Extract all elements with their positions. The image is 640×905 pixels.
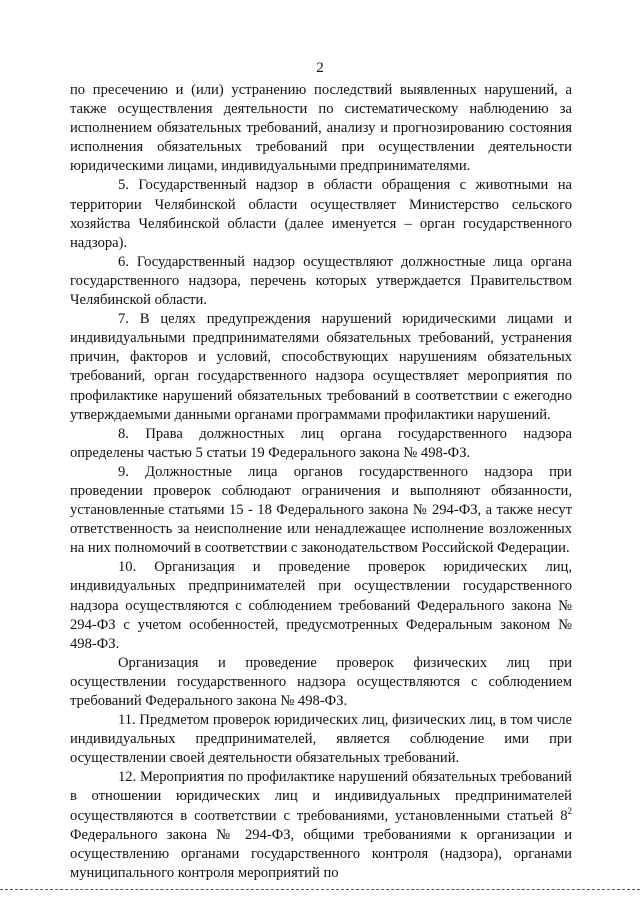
paragraph-12-text-start: 12. Мероприятия по профилактике нарушений обязательных требований в отношении юридических лиц и индивидуальных предпринимателей осуществляются в соответствии с требованиями, установленными статьей 8 [70, 769, 572, 824]
paragraph-10-continued: Организация и проведение проверок физических лиц при осуществлении государственного надзора осуществляются с соблюдением требований Федерального закона № 498-ФЗ. [70, 654, 572, 709]
paragraph-continuation: по пресечению и (или) устранению последствий выявленных нарушений, а также осуществления деятельности по систематическому наблюдению за исполнением обязательных требований, анализу и прогнозированию состояния исполнения обязательных требований при осуществлении деятельности юридическими лицами, индивидуальными предпринимателями. [70, 82, 572, 175]
paragraph-5: 5. Государственный надзор в области обращения с животными на территории Челябинской области осуществляет Министерство сельского хозяйства Челябинской области (далее именуется – орган государственного надзора). [70, 177, 572, 251]
paragraph-7: 7. В целях предупреждения нарушений юридическими лицами и индивидуальными предпринимателями обязательных требований, устранения причин, факторов и условий, способствующих нарушениям обязательных требований, орган государственного надзора осуществляет мероприятия по профилактике нарушений обязательных требований в соответствии с ежегодно утверждаемыми данными органами программами профилактики нарушений. [70, 311, 572, 423]
paragraph-9: 9. Должностные лица органов государственного надзора при проведении проверок соблюдают ограничения и выполняют обязанности, установленные статьями 15 - 18 Федерального закона № 294-ФЗ, а также несут ответственность за неисполнение или ненадлежащее исполнение возложенных на них полномочий в соответствии с законодательством Российской Федерации. [70, 463, 572, 557]
paragraph-6: 6. Государственный надзор осуществляют должностные лица органа государственного надзора, перечень которых утверждается Правительством Челябинской области. [70, 253, 572, 309]
paragraph-10: 10. Организация и проведение проверок юридических лиц, индивидуальных предпринимателей при осуществлении государственного надзора осуществляются с соблюдением требований Федерального закона № 294-ФЗ с учетом особенностей, предусмотренных Федеральным законом № 498-ФЗ. [70, 559, 572, 652]
paragraph-12-text-end: Федерального закона № 294-ФЗ, общими требованиями к организации и осуществлению органами государственного контроля (надзора), органами муниципального контроля мероприятий по [70, 826, 572, 881]
article-superscript: 2 [567, 805, 572, 816]
document-body [70, 81, 572, 883]
paragraph-12 [70, 768, 572, 883]
page-number: 2 [316, 60, 324, 76]
paragraph-11: 11. Предметом проверок юридических лиц, физических лиц, в том числе индивидуальных предпринимателей, является соблюдение ими при осуществлении своей деятельности обязательных требований. [70, 712, 572, 767]
paragraph-8: 8. Права должностных лиц органа государственного надзора определены частью 5 статьи 19 Федерального закона № 498-ФЗ. [70, 425, 572, 461]
page-bottom-divider [0, 889, 640, 890]
